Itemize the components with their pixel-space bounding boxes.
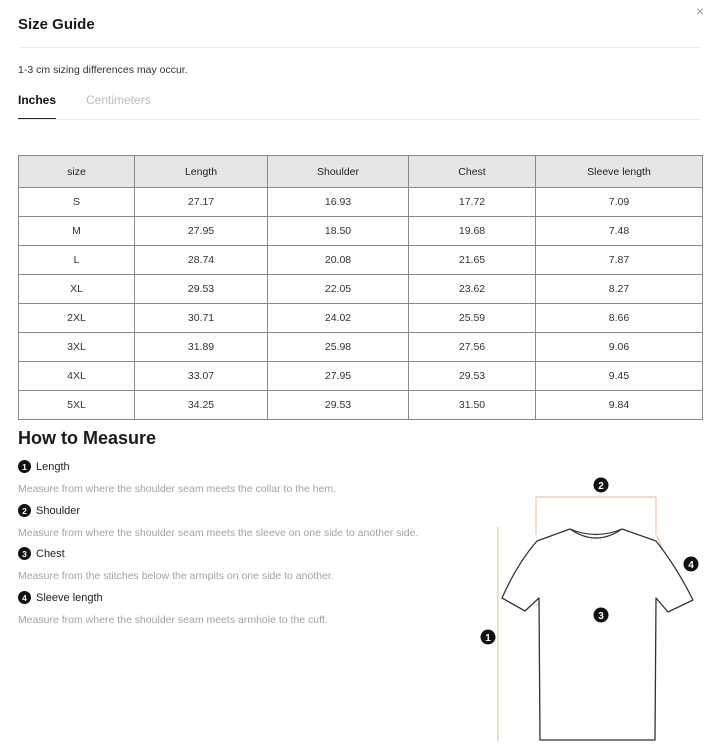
table-cell: 24.02 [268,304,409,333]
svg-text:2: 2 [598,481,604,492]
close-icon[interactable]: × [696,3,705,19]
svg-text:4: 4 [688,560,694,571]
table-cell: 34.25 [135,391,268,420]
divider [18,119,702,120]
page-title: Size Guide [18,16,95,33]
table-cell: L [19,246,135,275]
table-cell: 25.98 [268,333,409,362]
table-cell: 18.50 [268,217,409,246]
table-cell: 19.68 [409,217,536,246]
table-cell: 21.65 [409,246,536,275]
measure-description: Measure from where the shoulder seam meets the sleeve on one side to another side. [18,527,419,539]
measure-item-shoulder [18,504,80,517]
tab-inches[interactable]: Inches [18,93,57,107]
table-row [19,246,703,275]
table-cell: S [19,188,135,217]
marker-4 [684,557,699,572]
table-cell: 31.50 [409,391,536,420]
measure-label: Shoulder [36,504,81,517]
table-cell: 27.95 [268,362,409,391]
table-cell: XL [19,275,135,304]
table-cell: 27.56 [409,333,536,362]
table-cell: 33.07 [135,362,268,391]
column-header-sleeve-length: Sleeve length [536,156,703,188]
table-row [19,275,703,304]
table-cell: 17.72 [409,188,536,217]
tshirt-outline [502,529,693,740]
table-cell: 20.08 [268,246,409,275]
table-cell: M [19,217,135,246]
column-header-chest: Chest [409,156,536,188]
table-cell: 27.17 [135,188,268,217]
measure-item-chest [18,547,65,560]
marker-2 [594,478,609,493]
svg-text:1: 1 [485,633,491,644]
table-cell: 29.53 [409,362,536,391]
column-header-length: Length [135,156,268,188]
table-cell: 29.53 [135,275,268,304]
measure-description: Measure from the stitches below the armpits on one side to another. [18,570,334,582]
table-cell: 22.05 [268,275,409,304]
sizing-note: 1-3 cm sizing differences may occur. [18,64,188,76]
table-cell: 5XL [19,391,135,420]
measure-label: Chest [36,547,65,560]
table-row [19,304,703,333]
table-cell: 7.48 [536,217,703,246]
table-cell: 25.59 [409,304,536,333]
table-cell: 28.74 [135,246,268,275]
table-cell: 7.09 [536,188,703,217]
table-header-row [19,156,703,188]
table-row [19,333,703,362]
table-row [19,391,703,420]
table-cell: 30.71 [135,304,268,333]
table-row [19,362,703,391]
number-1-icon: 1 [18,460,31,473]
marker-3 [594,608,609,623]
number-2-icon: 2 [18,504,31,517]
table-cell: 9.06 [536,333,703,362]
measure-item-length [18,460,70,473]
table-cell: 7.87 [536,246,703,275]
tab-centimeters[interactable]: Centimeters [86,93,151,107]
table-cell: 9.45 [536,362,703,391]
column-header-size: size [19,156,135,188]
table-cell: 16.93 [268,188,409,217]
table-cell: 9.84 [536,391,703,420]
table-row [19,217,703,246]
tshirt-measurement-diagram [470,470,710,752]
measure-description: Measure from where the shoulder seam meets armhole to the cuff. [18,614,328,626]
measure-item-sleeve-length [18,591,103,604]
column-header-shoulder: Shoulder [268,156,409,188]
table-cell: 4XL [19,362,135,391]
table-cell: 8.66 [536,304,703,333]
measure-description: Measure from where the shoulder seam meets the collar to the hem. [18,483,337,495]
divider [18,47,702,48]
number-3-icon: 3 [18,547,31,560]
number-4-icon: 4 [18,591,31,604]
svg-text:3: 3 [598,611,604,622]
size-table [18,155,703,420]
table-cell: 27.95 [135,217,268,246]
table-cell: 23.62 [409,275,536,304]
table-cell: 31.89 [135,333,268,362]
measure-label: Sleeve length [36,591,103,604]
marker-1 [481,630,496,645]
table-cell: 3XL [19,333,135,362]
table-cell: 8.27 [536,275,703,304]
table-cell: 2XL [19,304,135,333]
table-cell: 29.53 [268,391,409,420]
measure-label: Length [36,460,70,473]
table-row [19,188,703,217]
how-to-measure-heading: How to Measure [18,428,157,448]
